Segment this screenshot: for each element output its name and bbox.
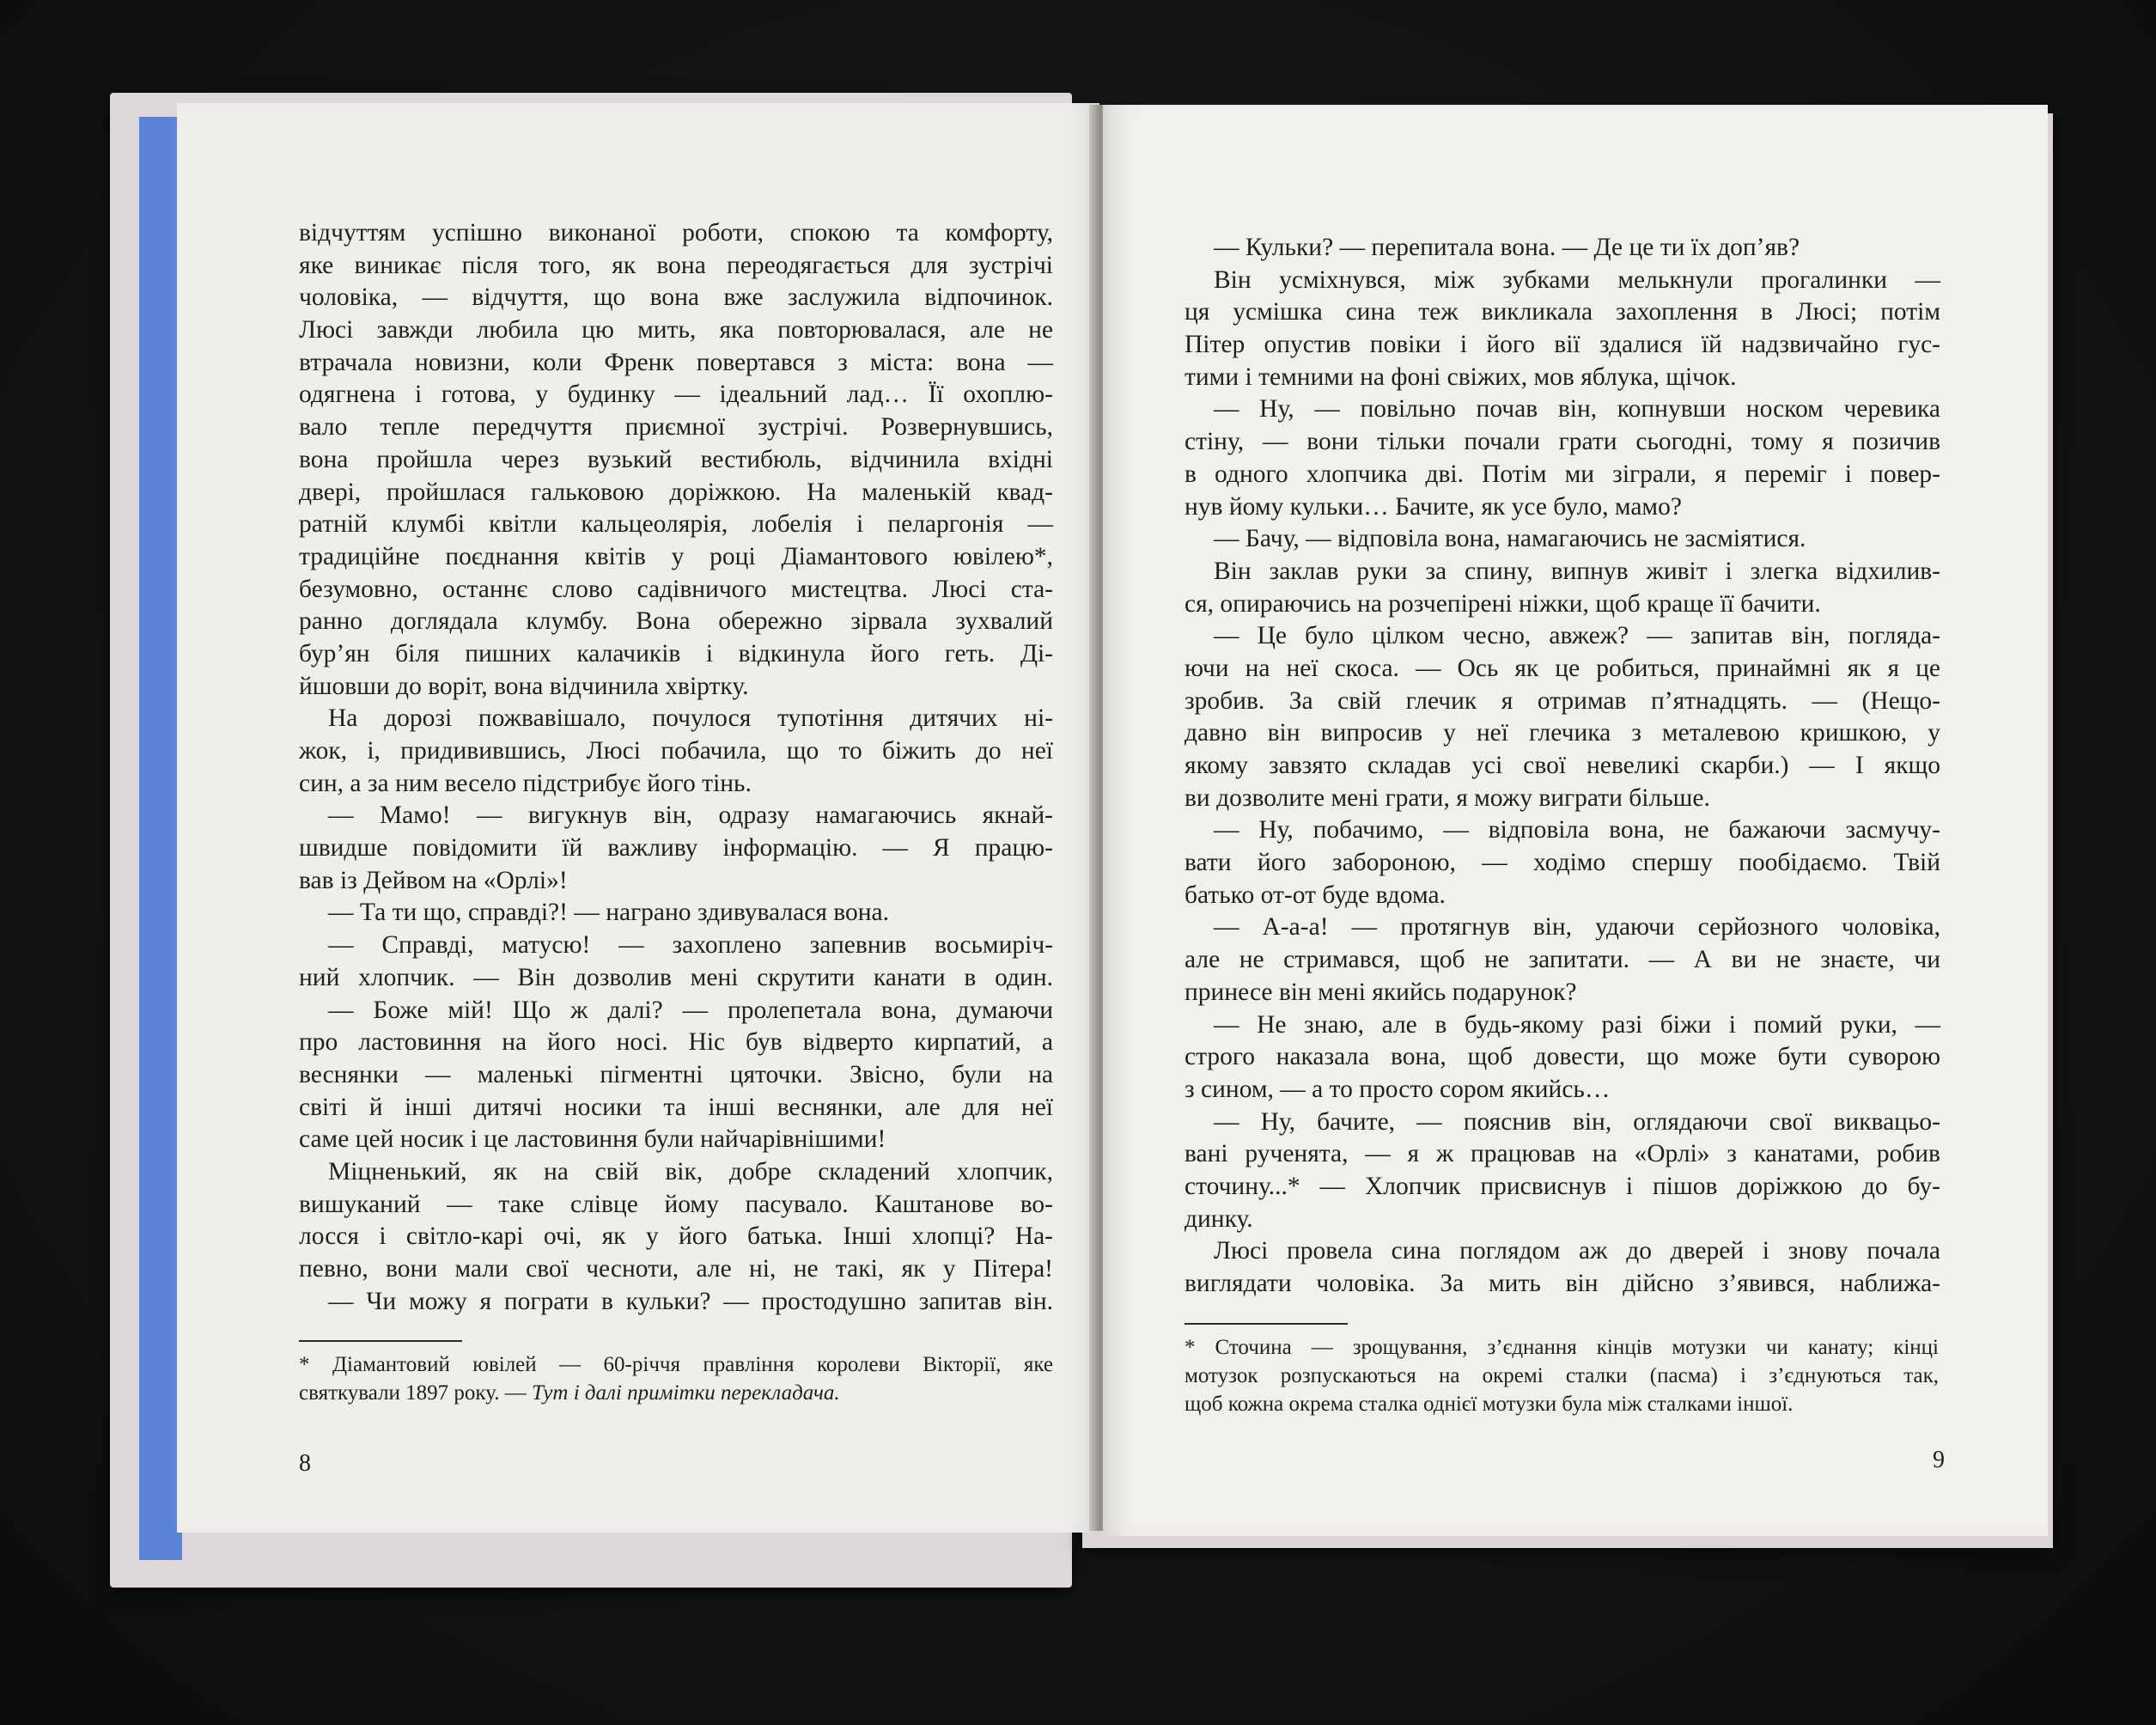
text-line: батько от-от буде вдома. <box>1185 881 1446 909</box>
text-line: — Бачу, — відповіла вона, намагаючись не засміятися. <box>1214 525 1806 553</box>
right-page <box>1103 105 2048 1536</box>
text-line: втрачала новизни, коли Френк повертався з міста: вона — <box>299 348 1053 376</box>
text-line: Він заклав руки за спину, випнув живіт і злегка відхилив- <box>1214 557 1940 585</box>
text-line: вишуканий — таке слівце йому пасувало. Каштанове во- <box>299 1190 1053 1218</box>
footnote-line: * Сточина — зрощування, з’єднання кінців мотузки чи канату; кінці <box>1185 1335 1939 1359</box>
text-line: про ластовиння на його носі. Ніс був відверто кирпатий, а <box>299 1028 1053 1057</box>
cover-blue-edge <box>139 117 182 1560</box>
footnote-divider <box>299 1340 462 1342</box>
right-page-body <box>1185 232 1940 1301</box>
text-line: бур’ян біля пишних калачиків і відкинула його геть. Ді- <box>299 639 1053 667</box>
footnote-line: * Діамантовий ювілей — 60-річчя правління королеви Вікторії, яке <box>299 1353 1053 1377</box>
translator-note: Тут і далі примітки перекладача. <box>531 1381 840 1405</box>
text-line: — Мамо! — вигукнув він, одразу намагаючись якнай- <box>328 802 1053 830</box>
text-line: йшовши до воріт, вона відчинила хвіртку. <box>299 672 749 700</box>
page-number: 8 <box>299 1450 311 1477</box>
text-line: вати його забороною, — ходімо спершу пообідаємо. Твій <box>1185 849 1940 877</box>
text-line: ранно доглядала клумбу. Вона обережно зірвала зухвалий <box>299 607 1053 636</box>
footnote-line: мотузок розпускаються на окремі сталки (пасма) і з’єднуються так, <box>1185 1363 1939 1387</box>
text-line: строго наказала вона, щоб довести, що може бути суворою <box>1185 1043 1940 1071</box>
footnote-text: святкували 1897 року. — <box>299 1381 532 1405</box>
text-line: — Це було цілком чесно, авжеж? — запитав він, погляда- <box>1214 622 1940 650</box>
text-line: Міцненький, як на свій вік, добре складений хлопчик, <box>328 1157 1053 1186</box>
text-line: — А-а-а! — протягнув він, удаючи серйозного чоловіка, <box>1214 913 1940 942</box>
text-line: саме цей носик і це ластовиння були найчарівнішими! <box>299 1125 886 1154</box>
text-line: лосся і світло-карі очі, як у його батька. Інші хлопці? На- <box>299 1222 1053 1251</box>
text-line: безумовно, останнє слово садівничого мистецтва. Люсі ста- <box>299 575 1053 603</box>
text-line: вав із Дейвом на «Орлі»! <box>299 866 568 894</box>
text-line: швидше повідомити їй важливу інформацію. — Я працю- <box>299 834 1053 862</box>
text-line: одягнена і готова, у будинку — ідеальний лад… Її охоплю- <box>299 381 1053 409</box>
left-page <box>177 103 1099 1533</box>
text-line: стіну, — вони тільки почали грати сьогодні, тому я позичив <box>1185 428 1940 456</box>
text-line: принесе він мені якийсь подарунок? <box>1185 978 1577 1006</box>
text-line: зробив. За свій глечик я отримав п’ятнадцять. — (Нещо- <box>1185 686 1940 715</box>
text-line: нув йому кульки… Бачите, як усе було, мамо? <box>1185 492 1682 521</box>
text-line: виглядати чоловіка. За мить він дійсно з’явився, наближа- <box>1185 1270 1940 1297</box>
text-line: Люсі провела сина поглядом аж до дверей і знову почала <box>1214 1237 1940 1265</box>
footnote-line: щоб кожна окрема сталка однієї мотузки була між сталками іншої. <box>1185 1392 1794 1416</box>
text-line: сточину...* — Хлопчик присвиснув і пішов доріжкою до бу- <box>1185 1172 1940 1200</box>
page-number: 9 <box>1933 1447 1945 1473</box>
text-line: ний хлопчик. — Він дозволив мені скрутити канати в один. <box>299 963 1053 991</box>
text-line: ця усмішка сина теж викликала захоплення в Люсі; потім <box>1185 298 1940 326</box>
text-line: вона пройшла через вузький вестибюль, відчинила вхідні <box>299 445 1053 473</box>
text-line: — Боже мій! Що ж далі? — пролепетала вона, думаючи <box>328 996 1053 1024</box>
text-line: На дорозі пожвавішало, почулося тупотіння дитячих ні- <box>328 704 1053 733</box>
text-line: — Кульки? — перепитала вона. — Де це ти їх доп’яв? <box>1214 234 1800 261</box>
text-line: традиційне поєднання квітів у році Діамантового ювілею*, <box>299 542 1053 570</box>
text-line: ратній клумбі квітли кальцеолярія, лобелія і пеларгонія — <box>299 510 1053 539</box>
text-line: Він усміхнувся, між зубками мелькнули прогалинки — <box>1214 265 1940 294</box>
footnote-divider <box>1185 1323 1348 1325</box>
text-line: — Ну, — повільно почав він, копнувши носком черевика <box>1214 395 1940 424</box>
text-line: — Ну, бачите, — пояснив він, оглядаючи свої виквацьо- <box>1214 1107 1940 1136</box>
text-line: в одного хлопчика дві. Потім ми зіграли, я переміг і повер- <box>1185 460 1940 488</box>
text-line: певно, вони мали свої чесноти, але ні, не такі, як у Пітера! <box>299 1255 1053 1283</box>
text-line: ви дозволите мені грати, я можу виграти більше. <box>1185 783 1710 812</box>
text-line: — Справді, матусю! — захоплено запевнив восьмиріч- <box>328 931 1053 960</box>
text-line: — Не знаю, але в будь-якому разі біжи і помий руки, — <box>1214 1010 1940 1039</box>
text-line: яке виникає після того, як вона переодягається для зустрічі <box>299 251 1053 279</box>
text-line: веснянки — маленькі пігментні цяточки. Звісно, були на <box>299 1060 1053 1088</box>
text-line: жок, і, придивившись, Люсі побачила, що то біжить до неї <box>299 737 1053 765</box>
text-line: — Ну, побачимо, — відповіла вона, не бажаючи засмучу- <box>1214 816 1940 844</box>
text-line: — Та ти що, справді?! — награно здивувалася вона. <box>328 899 889 927</box>
text-line: відчуттям успішно виконаної роботи, спокою та комфорту, <box>299 219 1053 247</box>
footnote <box>299 1350 1053 1407</box>
text-line: Люсі завжди любила цю мить, яка повторювалася, але не <box>299 316 1053 344</box>
left-page-body <box>299 217 1053 1318</box>
text-line: світі й інші дитячі носики та інші веснянки, але для неї <box>299 1093 1053 1121</box>
text-line: двері, пройшлася гальковою доріжкою. На маленькій квад- <box>299 478 1053 506</box>
text-line: тими і темними на фоні свіжих, мов яблука, щічок. <box>1185 363 1737 391</box>
text-line: вало тепле передчуття приємної зустрічі. Розвернувшись, <box>299 413 1053 442</box>
text-line: син, а за ним весело підстрибує його тінь. <box>299 769 752 797</box>
text-line: чоловіка, — відчуття, що вона вже заслужила відпочинок. <box>299 283 1053 312</box>
footnote <box>1185 1333 1939 1418</box>
footnote-line <box>299 1379 1053 1407</box>
text-line: але не стримався, щоб не запитати. — А ви не знаєте, чи <box>1185 946 1940 974</box>
text-line: з сином, — а то просто сором якийсь… <box>1185 1075 1611 1103</box>
text-line: ся, опираючись на розчепірені ніжки, щоб краще її бачити. <box>1185 589 1821 618</box>
text-line: Пітер опустив повіки і його вії здалися їй надзвичайно гус- <box>1185 331 1940 359</box>
text-line: давно він випросив у неї глечика з металевою кришкою, у <box>1185 719 1940 747</box>
text-line: динку. <box>1185 1204 1253 1233</box>
text-line: вані рученята, — я ж працював на «Орлі» з канатами, робив <box>1185 1140 1940 1168</box>
text-line: якому завзято складав усі свої невеликі скарби.) — І якщо <box>1185 752 1940 779</box>
text-line: ючи на неї скоса. — Ось як це робиться, принаймні як я це <box>1185 654 1940 682</box>
text-line: — Чи можу я пограти в кульки? — простодушно запитав він. <box>328 1287 1053 1315</box>
